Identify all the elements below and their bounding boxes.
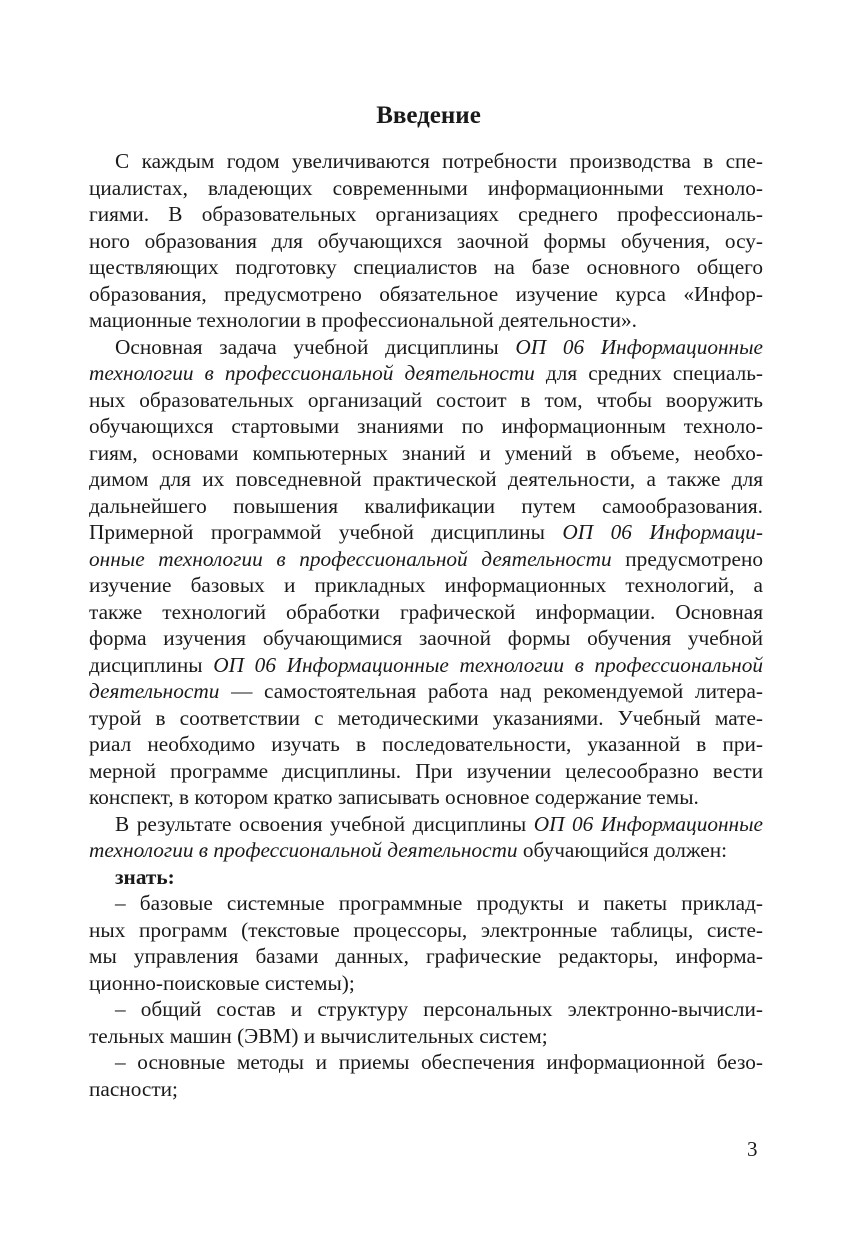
body-text	[89, 148, 763, 1102]
text-line	[89, 943, 763, 970]
page-title: Введение	[376, 102, 481, 129]
text-span: турой в соответствии с методическими указаниями. Учебный мате-	[89, 705, 763, 730]
text-span: предусмотрено	[611, 546, 763, 571]
text-line	[89, 625, 763, 652]
text-span: С каждым годом увеличиваются потребности производства в спе-	[115, 149, 763, 173]
text-line	[89, 1023, 763, 1050]
text-span: ных образовательных организаций состоит в том, чтобы вооружить	[89, 387, 763, 412]
text-span: гиям, основами компьютерных знаний и умений в объеме, необхо-	[89, 440, 763, 465]
text-span: ционно-поисковые системы);	[89, 970, 355, 995]
text-line	[89, 864, 763, 891]
italic-text: ОП 06 Информационные	[515, 334, 764, 359]
text-line	[89, 599, 763, 626]
text-span: ществляющих подготовку специалистов на базе основного общего	[89, 255, 763, 279]
text-line	[89, 201, 763, 228]
italic-text: технологии в профессиональной деятельности	[89, 361, 535, 385]
text-line	[89, 890, 763, 917]
paragraph	[89, 890, 763, 996]
text-span: — самостоятельная работа над рекомендуемой литера-	[219, 679, 763, 703]
text-span: обучающихся стартовыми знаниями по информационным техноло-	[89, 414, 763, 438]
text-span: – основные методы и приемы обеспечения информационной безо-	[115, 1050, 763, 1074]
text-span: обучающийся должен:	[517, 838, 728, 862]
page-number: 3	[747, 1137, 758, 1161]
text-span: конспект, в котором кратко записывать основное содержание темы.	[89, 785, 699, 809]
text-line	[89, 546, 763, 573]
italic-text: ОП 06 Информационные технологии в профессиональной	[213, 652, 763, 677]
text-span: форма изучения обучающимися заочной формы обучения учебной	[89, 626, 763, 650]
paragraph	[89, 864, 763, 891]
italic-text: онные технологии в профессиональной деятельности	[89, 546, 612, 571]
text-span: ного образования для обучающихся заочной формы обучения, осу-	[89, 228, 763, 253]
text-span: В результате освоения учебной дисциплины	[115, 811, 534, 836]
text-line	[89, 652, 763, 679]
text-line	[89, 837, 763, 864]
text-line	[89, 519, 763, 546]
text-line	[89, 148, 763, 175]
text-line	[89, 387, 763, 414]
text-line	[89, 784, 763, 811]
text-span: – базовые системные программные продукты и пакеты приклад-	[115, 891, 763, 915]
text-line	[89, 758, 763, 785]
text-span: димом для их повседневной практической деятельности, а также для	[89, 467, 763, 491]
paragraph	[89, 996, 763, 1049]
text-span: гиями. В образовательных организациях среднего профессиональ-	[89, 202, 763, 226]
text-span: дисциплины	[89, 652, 214, 677]
text-line	[89, 1076, 763, 1103]
text-line	[89, 811, 763, 838]
text-span: – общий состав и структуру персональных электронно-вычисли-	[115, 997, 763, 1021]
text-span: пасности;	[89, 1076, 178, 1101]
paragraph	[89, 334, 763, 811]
text-line	[89, 996, 763, 1023]
text-line	[89, 1049, 763, 1076]
paragraph	[89, 148, 763, 334]
text-span: для средних специаль-	[534, 361, 764, 385]
text-span: изучение базовых и прикладных информационных технологий, а	[89, 573, 763, 597]
text-line	[89, 440, 763, 467]
text-span: мерной программе дисциплины. При изучении целесообразно вести	[89, 758, 763, 783]
text-line	[89, 334, 763, 361]
paragraph	[89, 1049, 763, 1102]
text-line	[89, 254, 763, 281]
text-line	[89, 413, 763, 440]
text-span: тельных машин (ЭВМ) и вычислительных систем;	[89, 1023, 548, 1048]
text-line	[89, 360, 763, 387]
paragraph	[89, 811, 763, 864]
text-line	[89, 175, 763, 202]
text-span: мационные технологии в профессиональной деятельности».	[89, 308, 637, 332]
text-span: Примерной программой учебной дисциплины	[89, 520, 563, 544]
text-span: ных программ (текстовые процессоры, электронные таблицы, систе-	[89, 917, 763, 942]
text-span: Основная задача учебной дисциплины	[115, 334, 516, 359]
italic-text: ОП 06 Информаци-	[562, 520, 763, 544]
text-span: циалистах, владеющих современными информационными техноло-	[89, 175, 763, 200]
text-line	[89, 970, 763, 997]
text-line	[89, 705, 763, 732]
text-line	[89, 228, 763, 255]
italic-text: ОП 06 Информационные	[533, 811, 763, 836]
text-line	[89, 493, 763, 520]
text-line	[89, 466, 763, 493]
text-span: мы управления базами данных, графические редакторы, информа-	[89, 944, 763, 968]
text-line	[89, 572, 763, 599]
text-span: дальнейшего повышения квалификации путем самообразования.	[89, 493, 763, 518]
text-line	[89, 678, 763, 705]
text-line	[89, 281, 763, 308]
text-span: также технологий обработки графической информации. Основная	[89, 599, 763, 624]
text-span: образования, предусмотрено обязательное изучение курса «Инфор-	[89, 281, 763, 306]
text-line	[89, 917, 763, 944]
italic-text: технологии в профессиональной деятельности	[89, 838, 518, 862]
text-line	[89, 731, 763, 758]
text-line	[89, 307, 763, 334]
bold-text: знать:	[115, 864, 175, 889]
italic-text: деятельности	[89, 679, 220, 703]
text-span: риал необходимо изучать в последовательности, указанной в при-	[89, 732, 763, 756]
